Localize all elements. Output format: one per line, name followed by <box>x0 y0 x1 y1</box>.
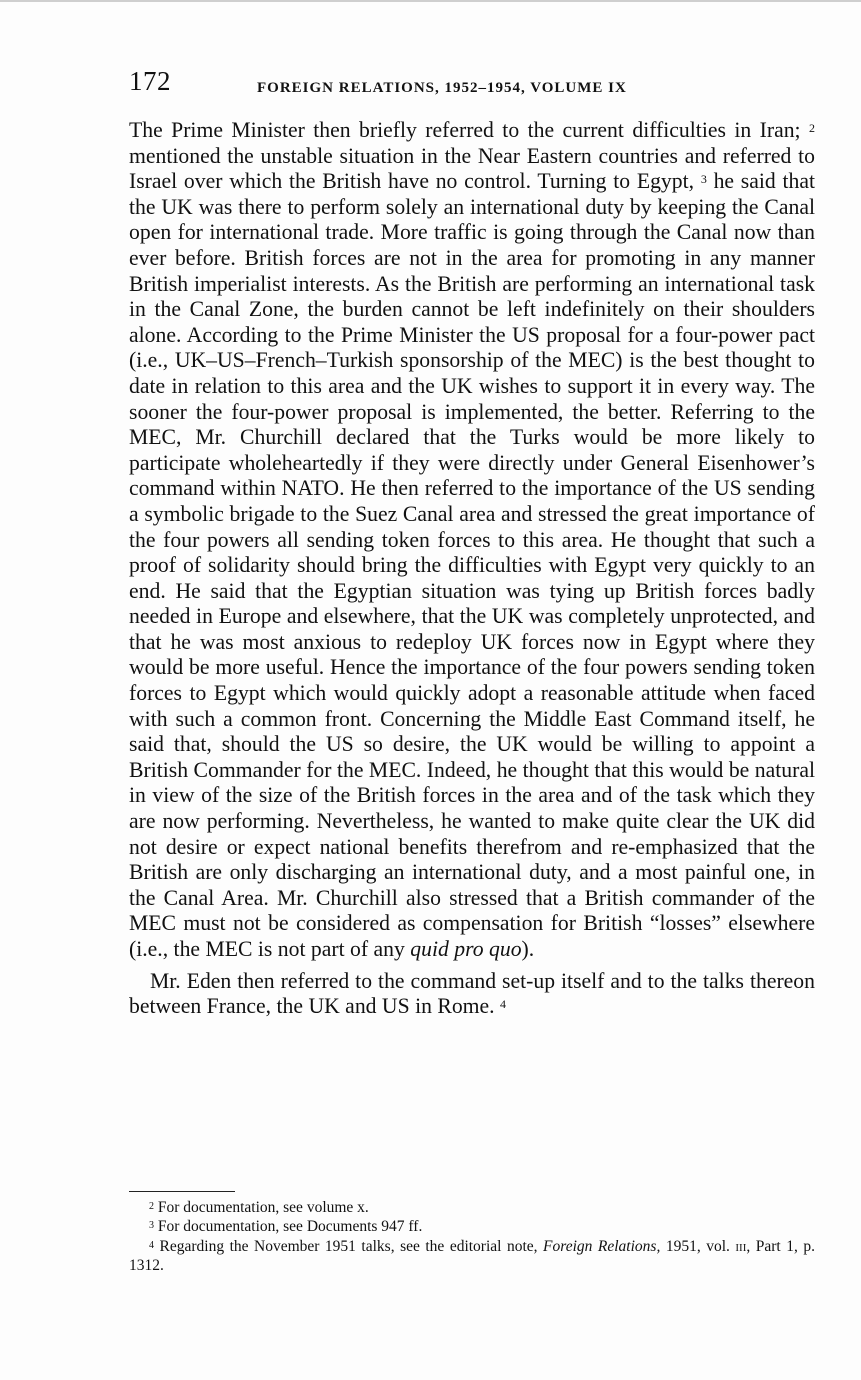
body-text <box>129 118 815 1020</box>
page-header <box>129 66 815 106</box>
footnote-text: , Part 1, p. 1312. <box>129 1237 815 1275</box>
footnote-number: 2 <box>149 1201 154 1212</box>
footnote-text: 1951, vol. <box>660 1237 736 1255</box>
footnote-ref-4: 4 <box>500 997 507 1012</box>
footnote-number: 3 <box>149 1220 154 1232</box>
footnote-text: For documentation, see volume x. <box>154 1199 369 1216</box>
footnote-number: 4 <box>149 1239 154 1251</box>
footnote-2 <box>129 1198 815 1217</box>
footnote-text: Regarding the November 1951 talks, see the editorial note, <box>154 1237 544 1255</box>
paragraph-text: ). <box>521 937 535 961</box>
paragraph-text: he said that the UK was there to perform solely an international duty by keeping the Canal open for international trade. More traffic is going through the Canal now than ever before. British forces are not in the area for promoting in any manner British imperialist interests. As the British are performing an international task in the Canal Zone, the burden cannot be left indefinitely on their shoulders alone. According to the Prime Minister the US proposal for a four-power pact (i.e., UK–US–French–Turkish sponsorship of the MEC) is the best thought to date in relation to this area and the UK wishes to support it in every way. The sooner the four-power proposal is implemented, the better. Referring to the MEC, Mr. Churchill declared that the Turks would be more likely to participate wholeheartedly if they were directly under General Eisenhower’s command within NATO. He then referred to the importance of the US sending a symbolic brigade to the Suez Canal area and stressed the great importance of the four powers all sending token forces to this area. He thought that such a proof of solidarity should bring the difficulties with Egypt very quickly to an end. He said that the Egyptian situation was tying up British forces badly needed in Europe and elsewhere, that the UK was completely unprotected, and that he was most anxious to redeploy UK forces now in Egypt where they would be more useful. Hence the importance of the four powers sending token forces to Egypt which would quickly adopt a reasonable attitude when faced with such a common front. Concerning the Middle East Command itself, he said that, should the US so desire, the UK would be willing to appoint a British Commander for the MEC. Indeed, he thought that this would be natural in view of the size of the British forces in the area and of the task which they are now performing. Nevertheless, he wanted to make quite clear the UK did not desire or expect national benefits therefrom and re-emphasized that the British are only discharging an international duty, and a most painful one, in the Canal Area. Mr. Churchill also stressed that a British commander of the MEC must not be considered as compensation for British “losses” elsewhere (i.e., the MEC is not part of any <box>129 169 815 961</box>
paragraph-eden <box>129 969 815 1020</box>
footnote-text: For documentation, see Documents 947 ff. <box>154 1218 423 1236</box>
paragraph-churchill <box>129 118 815 963</box>
footnote-ref-2: 2 <box>809 121 815 135</box>
footnote-ref-3: 3 <box>700 172 707 187</box>
footnote-4 <box>129 1237 815 1276</box>
italic-phrase: quid pro quo <box>410 937 522 961</box>
footnote-italic-title: Foreign Relations, <box>543 1237 661 1255</box>
paragraph-text: Mr. Eden then referred to the command set-up itself and to the talks thereon between France, the UK and US in Rome. <box>129 968 815 1019</box>
paragraph-text: mentioned the unstable situation in the Near Eastern countries and referred to Israel over which the British have no control. Turning to Egypt, <box>129 143 815 194</box>
paragraph-text: The Prime Minister then briefly referred to the current difficulties in Iran; <box>129 118 809 142</box>
footnotes <box>129 1198 815 1276</box>
footnote-3 <box>129 1217 815 1236</box>
top-edge-rule <box>0 0 861 2</box>
volume-numeral: iii <box>735 1237 747 1255</box>
running-head: FOREIGN RELATIONS, 1952–1954, VOLUME IX <box>257 80 627 96</box>
page-number: 172 <box>129 66 171 96</box>
footnote-divider <box>129 1191 235 1192</box>
